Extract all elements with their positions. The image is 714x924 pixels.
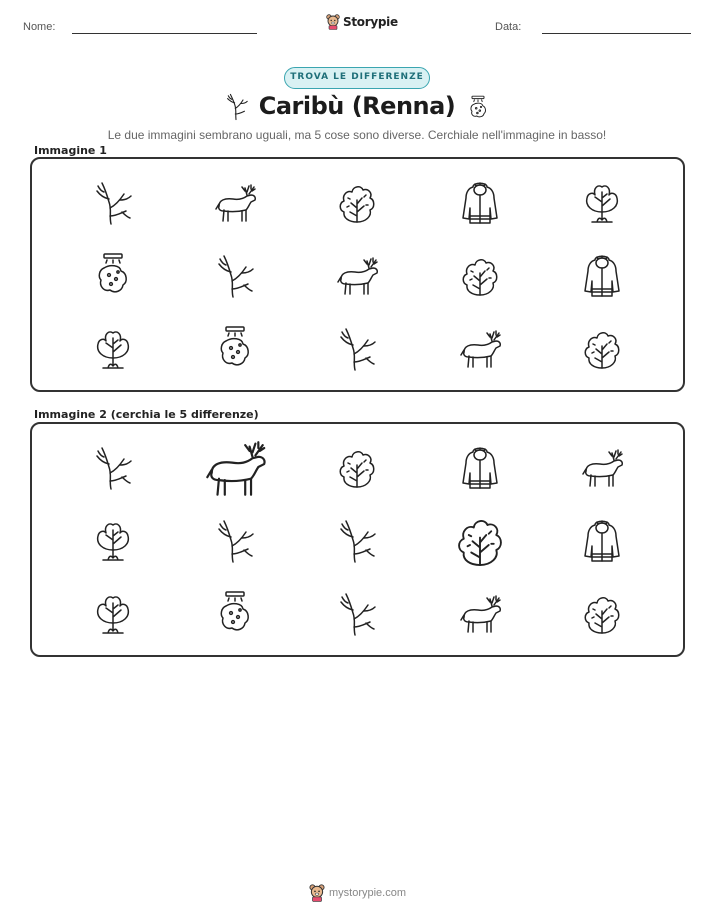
lichen-icon — [456, 251, 504, 299]
parka-icon — [578, 251, 626, 299]
moose-icon — [456, 589, 504, 637]
image2-cell[interactable] — [174, 430, 296, 503]
image2-cell[interactable] — [174, 503, 296, 576]
brand-logo — [326, 14, 398, 30]
image1-cell[interactable] — [296, 238, 418, 311]
image2-label: Immagine 2 (cerchia le 5 differenze) — [34, 408, 259, 421]
coral-icon — [89, 443, 137, 491]
parka-icon — [578, 516, 626, 564]
plant-icon — [89, 324, 137, 372]
image2-cell[interactable] — [419, 430, 541, 503]
image1-cell[interactable] — [541, 165, 663, 238]
lichen-icon — [578, 324, 626, 372]
bucket-icon — [466, 92, 490, 122]
image1-cell[interactable] — [174, 311, 296, 384]
image2-cell[interactable] — [541, 503, 663, 576]
coral-icon — [333, 516, 381, 564]
lichen-icon — [333, 443, 381, 491]
image1-cell[interactable] — [296, 165, 418, 238]
image1-grid — [32, 159, 683, 390]
image2-cell[interactable] — [541, 430, 663, 503]
page-title: Caribù (Renna) — [258, 92, 456, 120]
lichen-icon — [450, 510, 510, 570]
bucket-icon — [211, 589, 259, 637]
footer-url[interactable]: mystorypie.com — [329, 887, 407, 899]
name-label: Nome: — [23, 21, 56, 33]
image2-panel — [30, 422, 685, 657]
bucket-icon — [211, 324, 259, 372]
image1-cell[interactable] — [174, 165, 296, 238]
coral-icon — [211, 251, 259, 299]
bear-mascot-icon — [326, 14, 340, 30]
image1-label: Immagine 1 — [34, 144, 107, 157]
image1-cell[interactable] — [419, 311, 541, 384]
moose-icon — [456, 324, 504, 372]
image1-cell[interactable] — [52, 165, 174, 238]
image2-cell[interactable] — [541, 576, 663, 649]
image2-cell[interactable] — [52, 576, 174, 649]
image1-cell[interactable] — [296, 311, 418, 384]
coral-icon — [89, 178, 137, 226]
image2-grid — [32, 424, 683, 655]
lichen-icon — [578, 589, 626, 637]
image1-cell[interactable] — [419, 165, 541, 238]
image1-cell[interactable] — [541, 238, 663, 311]
plant-icon — [578, 178, 626, 226]
instructions-text: Le due immagini sembrano uguali, ma 5 cose sono diverse. Cerchiale nell'immagine in basso! — [107, 128, 607, 142]
bear-mascot-icon — [309, 884, 325, 902]
image2-cell[interactable] — [174, 576, 296, 649]
image2-cell[interactable] — [296, 576, 418, 649]
brand-name: Storypie — [343, 15, 398, 29]
date-line[interactable] — [542, 33, 691, 34]
name-line[interactable] — [72, 33, 257, 34]
coral-icon — [211, 516, 259, 564]
moose-icon — [578, 443, 626, 491]
image1-cell[interactable] — [541, 311, 663, 384]
image2-cell[interactable] — [52, 503, 174, 576]
image1-cell[interactable] — [52, 238, 174, 311]
image2-cell[interactable] — [419, 503, 541, 576]
image2-cell[interactable] — [296, 503, 418, 576]
moose-icon — [333, 251, 381, 299]
plant-icon — [89, 589, 137, 637]
image1-cell[interactable] — [174, 238, 296, 311]
image2-cell[interactable] — [52, 430, 174, 503]
plant-icon — [89, 516, 137, 564]
image1-cell[interactable] — [419, 238, 541, 311]
image1-cell[interactable] — [52, 311, 174, 384]
image2-cell[interactable] — [419, 576, 541, 649]
footer — [309, 884, 406, 902]
coral-icon — [333, 324, 381, 372]
parka-icon — [456, 443, 504, 491]
moose-icon — [211, 178, 259, 226]
lichen-icon — [333, 178, 381, 226]
moose-icon — [200, 432, 270, 502]
image1-panel — [30, 157, 685, 392]
image2-cell[interactable] — [296, 430, 418, 503]
coral-icon — [333, 589, 381, 637]
bucket-icon — [89, 251, 137, 299]
activity-badge: TROVA LE DIFFERENZE — [284, 67, 430, 89]
parka-icon — [456, 178, 504, 226]
date-label: Data: — [495, 21, 522, 33]
